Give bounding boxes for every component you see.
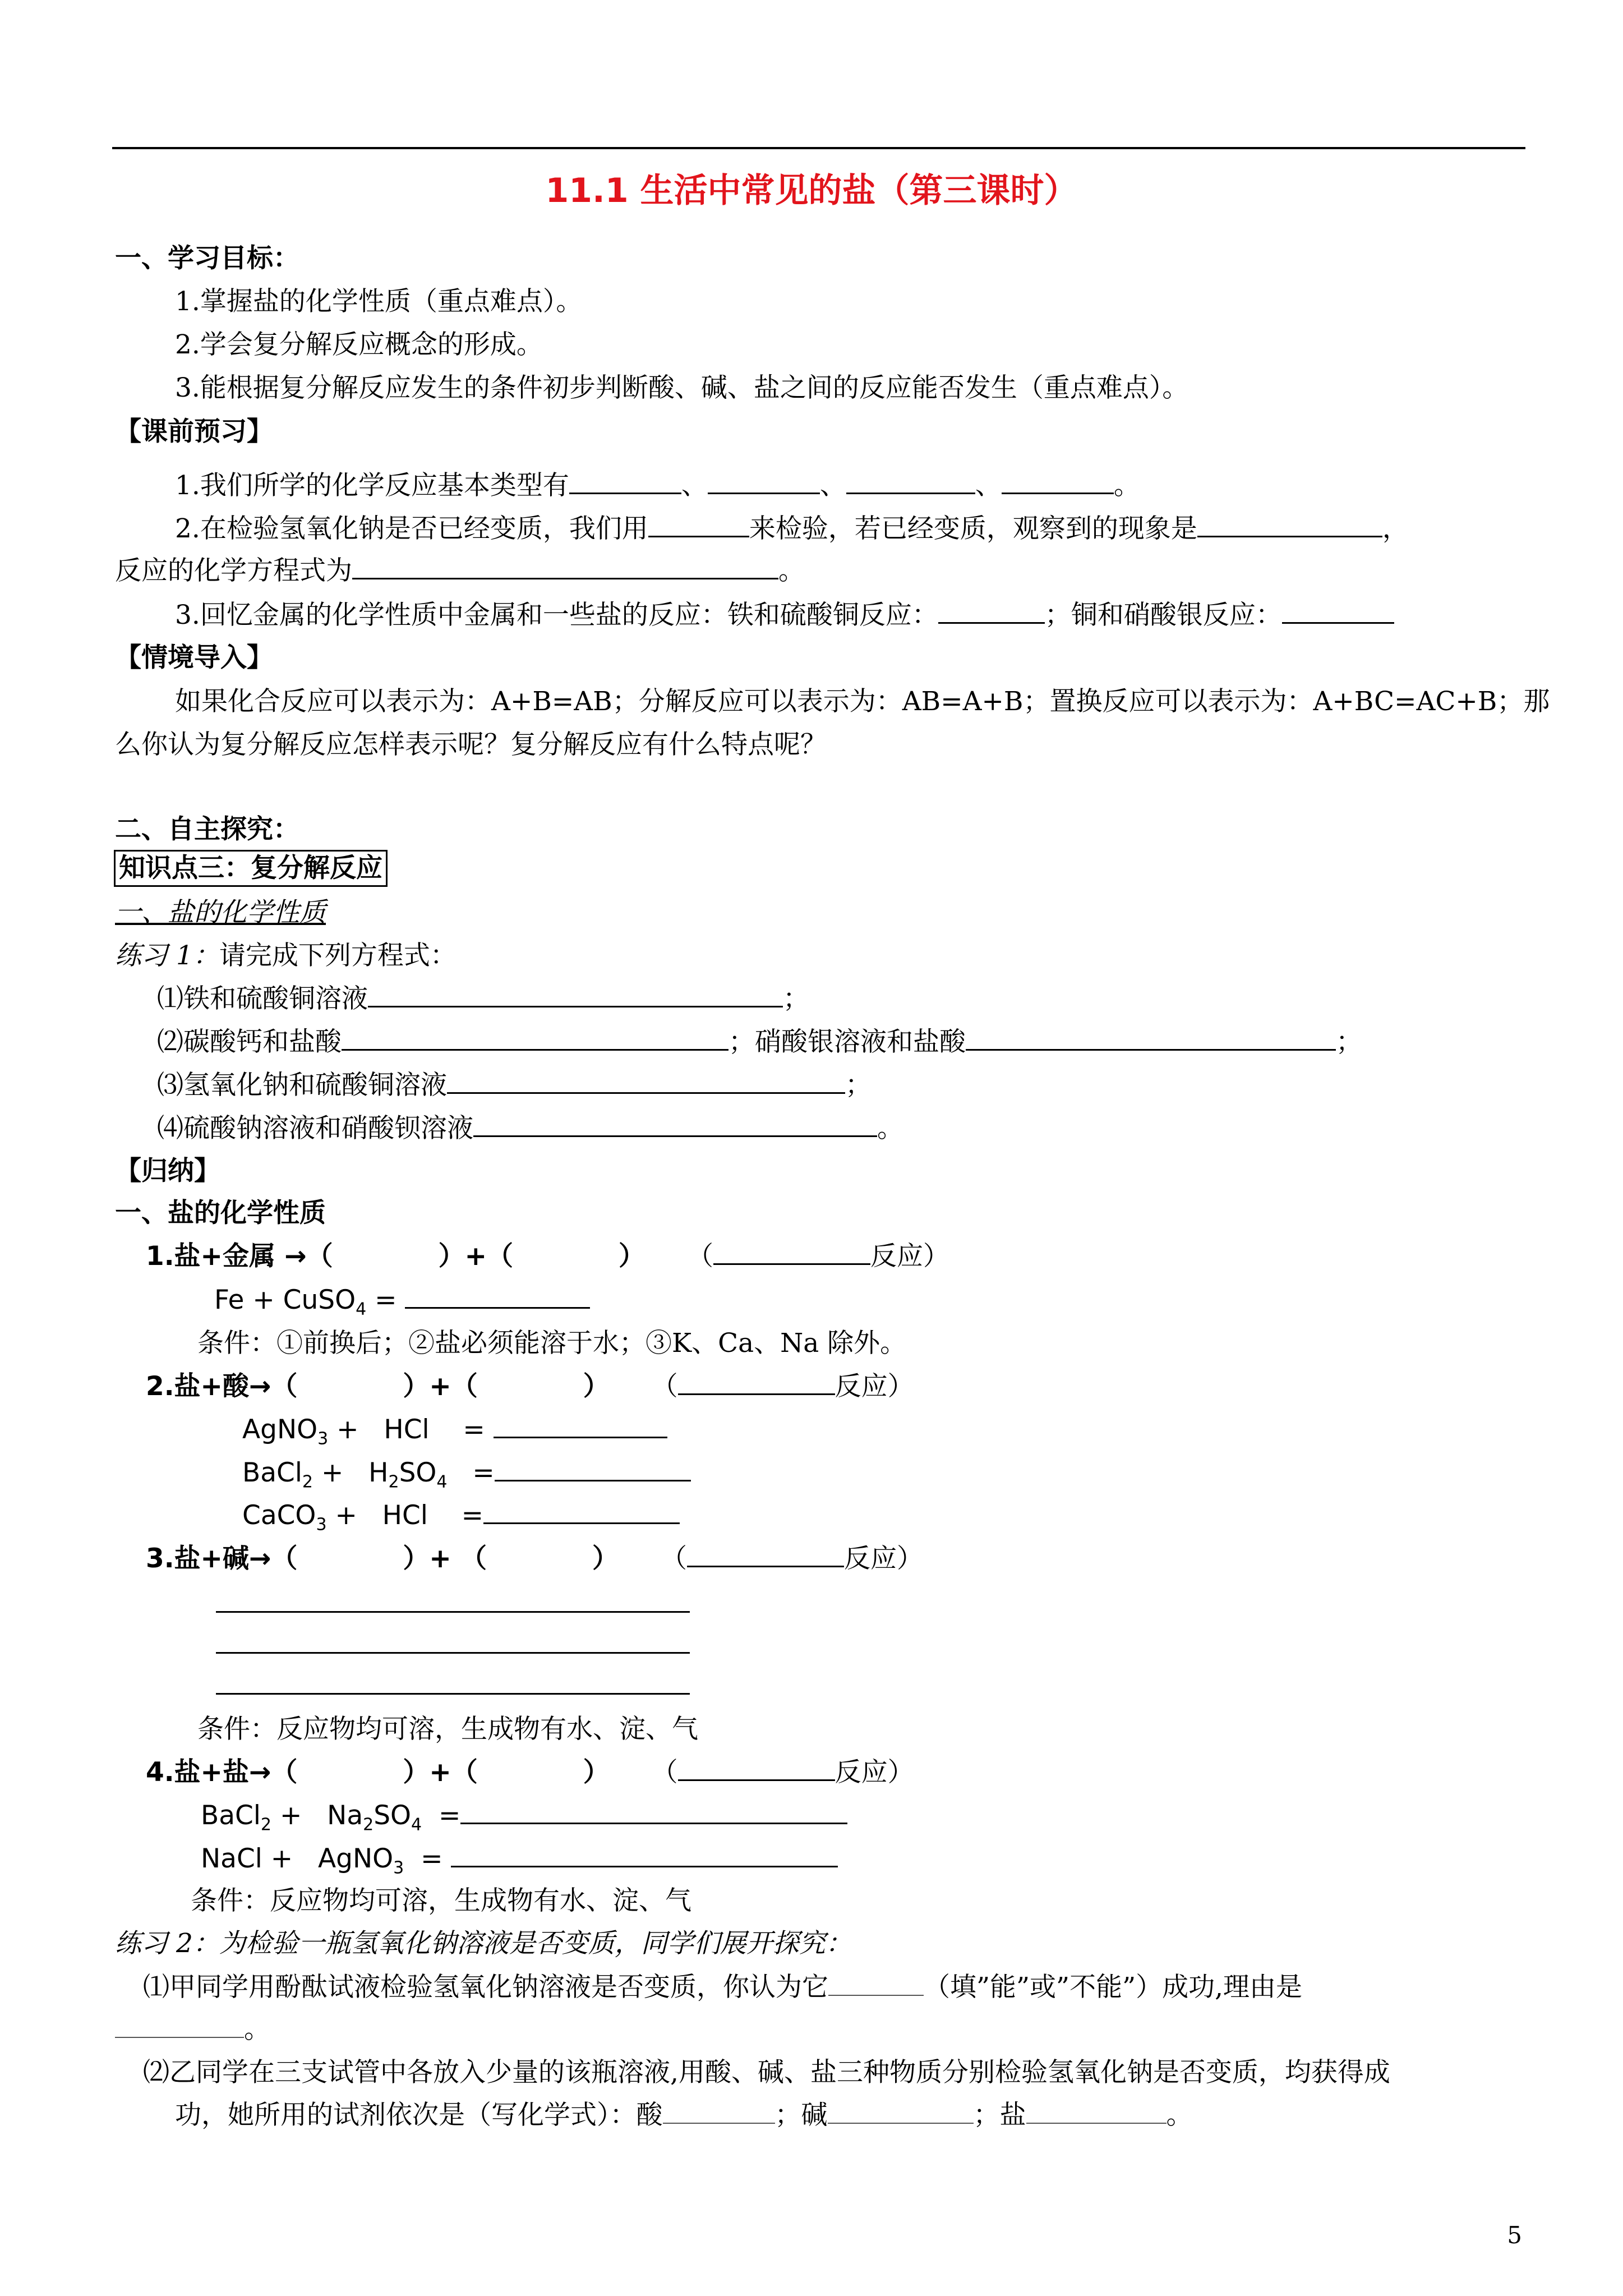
eq-sub: 4 [356, 1299, 367, 1319]
paren: （ [687, 1241, 714, 1272]
blank[interactable] [368, 980, 783, 1007]
dot: 。 [877, 1113, 903, 1144]
q2-text: 来检验，若已经变质，观察到的现象是 [749, 513, 1197, 544]
eq-sub: 2 [260, 1815, 272, 1835]
q3-text: 3.回忆金属的化学性质中金属和一些盐的反应：铁和硫酸铜反应： [175, 600, 938, 631]
page-number: 5 [1507, 2221, 1522, 2249]
q3-text: ；铜和硝酸银反应： [1044, 600, 1282, 631]
summary-heading: 【归纳】 [115, 1156, 220, 1186]
eq-text: = [404, 1843, 443, 1874]
q-text: ；碱 [774, 2100, 828, 2131]
sep: 、 [819, 470, 846, 501]
property-3 [146, 1540, 923, 1577]
property-2 [146, 1368, 914, 1405]
end: 。 [1113, 470, 1140, 501]
eq-text: CaCO [242, 1500, 316, 1531]
blank[interactable] [938, 596, 1045, 624]
blank[interactable] [483, 1497, 680, 1524]
exercise-item [157, 1110, 903, 1147]
exercise2-heading: 练习 2：为检验一瓶氢氧化钠溶液是否变质，同学们展开探究： [115, 1928, 852, 1959]
subheading: 一、盐的化学性质 [115, 897, 326, 928]
eq-sub: 4 [436, 1472, 448, 1492]
property-label: 3.盐+碱→（ ）+ （ ） [146, 1543, 619, 1574]
goal-item: 3.能根据复分解反应发生的条件初步判断酸、碱、盐之间的反应能否发生（重点难点）。 [175, 372, 1189, 403]
blank[interactable] [1282, 596, 1394, 624]
blank[interactable] [678, 1754, 835, 1781]
exercise1-prompt [115, 937, 457, 974]
blank[interactable] [405, 1281, 590, 1309]
q-text: 。 [244, 2014, 270, 2045]
item-text: ⑴铁和硫酸铜溶液 [157, 983, 368, 1014]
eq-text: Fe + CuSO [214, 1285, 356, 1315]
equation [201, 1797, 847, 1843]
equation [214, 1281, 590, 1328]
eq-sub: 2 [302, 1472, 313, 1492]
ex-text: 请完成下列方程式： [219, 940, 457, 971]
eq-sub: 2 [388, 1472, 399, 1492]
equation [242, 1454, 691, 1501]
blank[interactable] [460, 1797, 847, 1824]
semi: ； [783, 983, 809, 1014]
blank[interactable] [966, 1023, 1336, 1051]
reaction-type: 反应） [834, 1371, 914, 1402]
blank[interactable] [447, 1066, 845, 1094]
answer-line[interactable] [216, 1611, 690, 1613]
ex-label: 练习 1： [115, 940, 219, 971]
blank[interactable] [1002, 467, 1114, 494]
condition: 条件：反应物均可溶，生成物有水、淀、气 [191, 1885, 691, 1916]
answer-line[interactable] [216, 1693, 690, 1695]
property-1 [146, 1237, 949, 1275]
preview-q2 [175, 510, 1409, 547]
eq-text: + Na [271, 1800, 363, 1831]
condition: 条件：①前换后；②盐必须能溶于水；③K、Ca、Na 除外。 [197, 1328, 907, 1359]
summary-subheading: 一、盐的化学性质 [115, 1198, 326, 1228]
item-text: ⑷硫酸钠溶液和硝酸钡溶液 [157, 1113, 473, 1144]
eq-text: + H [313, 1457, 389, 1488]
q2-text: ， [1382, 513, 1409, 544]
q2-text: 反应的化学方程式为 [115, 555, 352, 586]
blank[interactable] [846, 467, 975, 494]
eq-text: BaCl [201, 1800, 261, 1831]
q2-text: 2.在检验氢氧化钠是否已经变质，我们用 [175, 513, 648, 544]
blank[interactable] [115, 2011, 244, 2038]
property-label: 1.盐+金属 →（ ）+（ ） [146, 1241, 645, 1272]
sep: 、 [975, 470, 1002, 501]
knowledge-box: 知识点三：复分解反应 [114, 850, 388, 887]
reaction-type: 反应） [834, 1757, 914, 1788]
preview-q2-cont [115, 552, 805, 590]
item-text: ⑵碳酸钙和盐酸 [157, 1027, 342, 1057]
section-heading-goals: 一、学习目标： [115, 243, 299, 274]
blank[interactable] [708, 467, 820, 494]
eq-sub: 3 [393, 1858, 404, 1878]
blank[interactable] [342, 1023, 728, 1051]
blank[interactable] [473, 1110, 877, 1137]
eq-text: SO [374, 1800, 412, 1831]
blank[interactable] [495, 1454, 691, 1481]
q-text: ；盐 [973, 2100, 1026, 2131]
eq-text: SO [399, 1457, 437, 1488]
paren: （ [651, 1757, 678, 1788]
blank[interactable] [678, 1368, 835, 1395]
exercise2-q1 [143, 1969, 1302, 2006]
blank[interactable] [828, 2097, 974, 2124]
answer-line[interactable] [216, 1652, 690, 1654]
equation [242, 1411, 667, 1457]
q1-text: 1.我们所学的化学反应基本类型有 [175, 470, 569, 501]
blank[interactable] [648, 510, 749, 537]
exercise2-q1-cont [115, 2011, 270, 2048]
q-text: （填”能”或”不能”）成功,理由是 [924, 1972, 1303, 2003]
exercise2-q2-cont [175, 2097, 1193, 2134]
blank[interactable] [451, 1840, 838, 1867]
blank[interactable] [828, 1969, 924, 1996]
semi: ； [1336, 1027, 1362, 1057]
intro-heading: 【情境导入】 [115, 642, 273, 673]
property-4 [146, 1754, 914, 1791]
q-text: ⑴甲同学用酚酞试液检验氢氧化钠溶液是否变质，你认为它 [143, 1972, 828, 2003]
intro-line: 如果化合反应可以表示为：A+B=AB；分解反应可以表示为：AB=A+B；置换反应可以表示为：A+BC=AC+B；那 [175, 686, 1550, 717]
semi: ； [845, 1070, 872, 1101]
eq-text: = [366, 1285, 397, 1315]
item-text: ⑶氢氧化钠和硫酸铜溶液 [157, 1070, 447, 1101]
preview-heading: 【课前预习】 [115, 416, 273, 447]
end: 。 [778, 555, 805, 586]
blank[interactable] [1026, 2097, 1166, 2124]
q-text: 。 [1166, 2100, 1193, 2131]
section-heading-explore: 二、自主探究： [115, 814, 299, 845]
blank[interactable] [663, 2097, 775, 2124]
eq-text: = [422, 1800, 461, 1831]
preview-q3 [175, 596, 1394, 634]
equation [242, 1497, 680, 1543]
exercise2-q2: ⑵乙同学在三支试管中各放入少量的该瓶溶液,用酸、碱、盐三种物质分别检验氢氧化钠是否变质，均获得成 [143, 2057, 1390, 2088]
blank[interactable] [687, 1540, 844, 1567]
eq-text: BaCl [242, 1457, 302, 1488]
eq-sub: 3 [317, 1429, 329, 1449]
paren: （ [651, 1371, 678, 1402]
preview-q1 [175, 467, 1140, 504]
eq-sub: 2 [363, 1815, 374, 1835]
page-title: 11.1 生活中常见的盐（第三课时） [545, 171, 1078, 210]
goal-item: 2.学会复分解反应概念的形成。 [175, 329, 543, 360]
eq-text: NaCl + AgNO [201, 1843, 394, 1874]
paren: （ [661, 1543, 688, 1574]
blank[interactable] [713, 1237, 870, 1265]
property-label: 4.盐+盐→（ ）+（ ） [146, 1757, 610, 1788]
blank[interactable] [494, 1411, 667, 1438]
eq-text: + HCl = [328, 1414, 494, 1445]
reaction-type: 反应） [870, 1241, 950, 1272]
goal-item: 1.掌握盐的化学性质（重点难点）。 [175, 286, 583, 317]
header-rule [112, 147, 1525, 149]
eq-text: AgNO [242, 1414, 318, 1445]
intro-line: 么你认为复分解反应怎样表示呢？复分解反应有什么特点呢？ [115, 729, 827, 760]
exercise-item [157, 980, 809, 1018]
equation [201, 1840, 838, 1887]
item-text: ；硝酸银溶液和盐酸 [728, 1027, 966, 1057]
reaction-type: 反应） [844, 1543, 924, 1574]
blank[interactable] [352, 552, 778, 579]
sep: 、 [681, 470, 708, 501]
exercise-item [157, 1066, 872, 1104]
property-label: 2.盐+酸→（ ）+（ ） [146, 1371, 610, 1402]
condition: 条件：反应物均可溶，生成物有水、淀、气 [197, 1714, 698, 1745]
eq-text: = [447, 1457, 495, 1488]
blank[interactable] [569, 467, 681, 494]
exercise-item [157, 1023, 1362, 1061]
blank[interactable] [1197, 510, 1382, 537]
eq-text: + HCl = [326, 1500, 484, 1531]
q-text: 功，她所用的试剂依次是（写化学式）：酸 [175, 2100, 663, 2131]
eq-sub: 3 [316, 1515, 327, 1535]
eq-sub: 4 [411, 1815, 422, 1835]
